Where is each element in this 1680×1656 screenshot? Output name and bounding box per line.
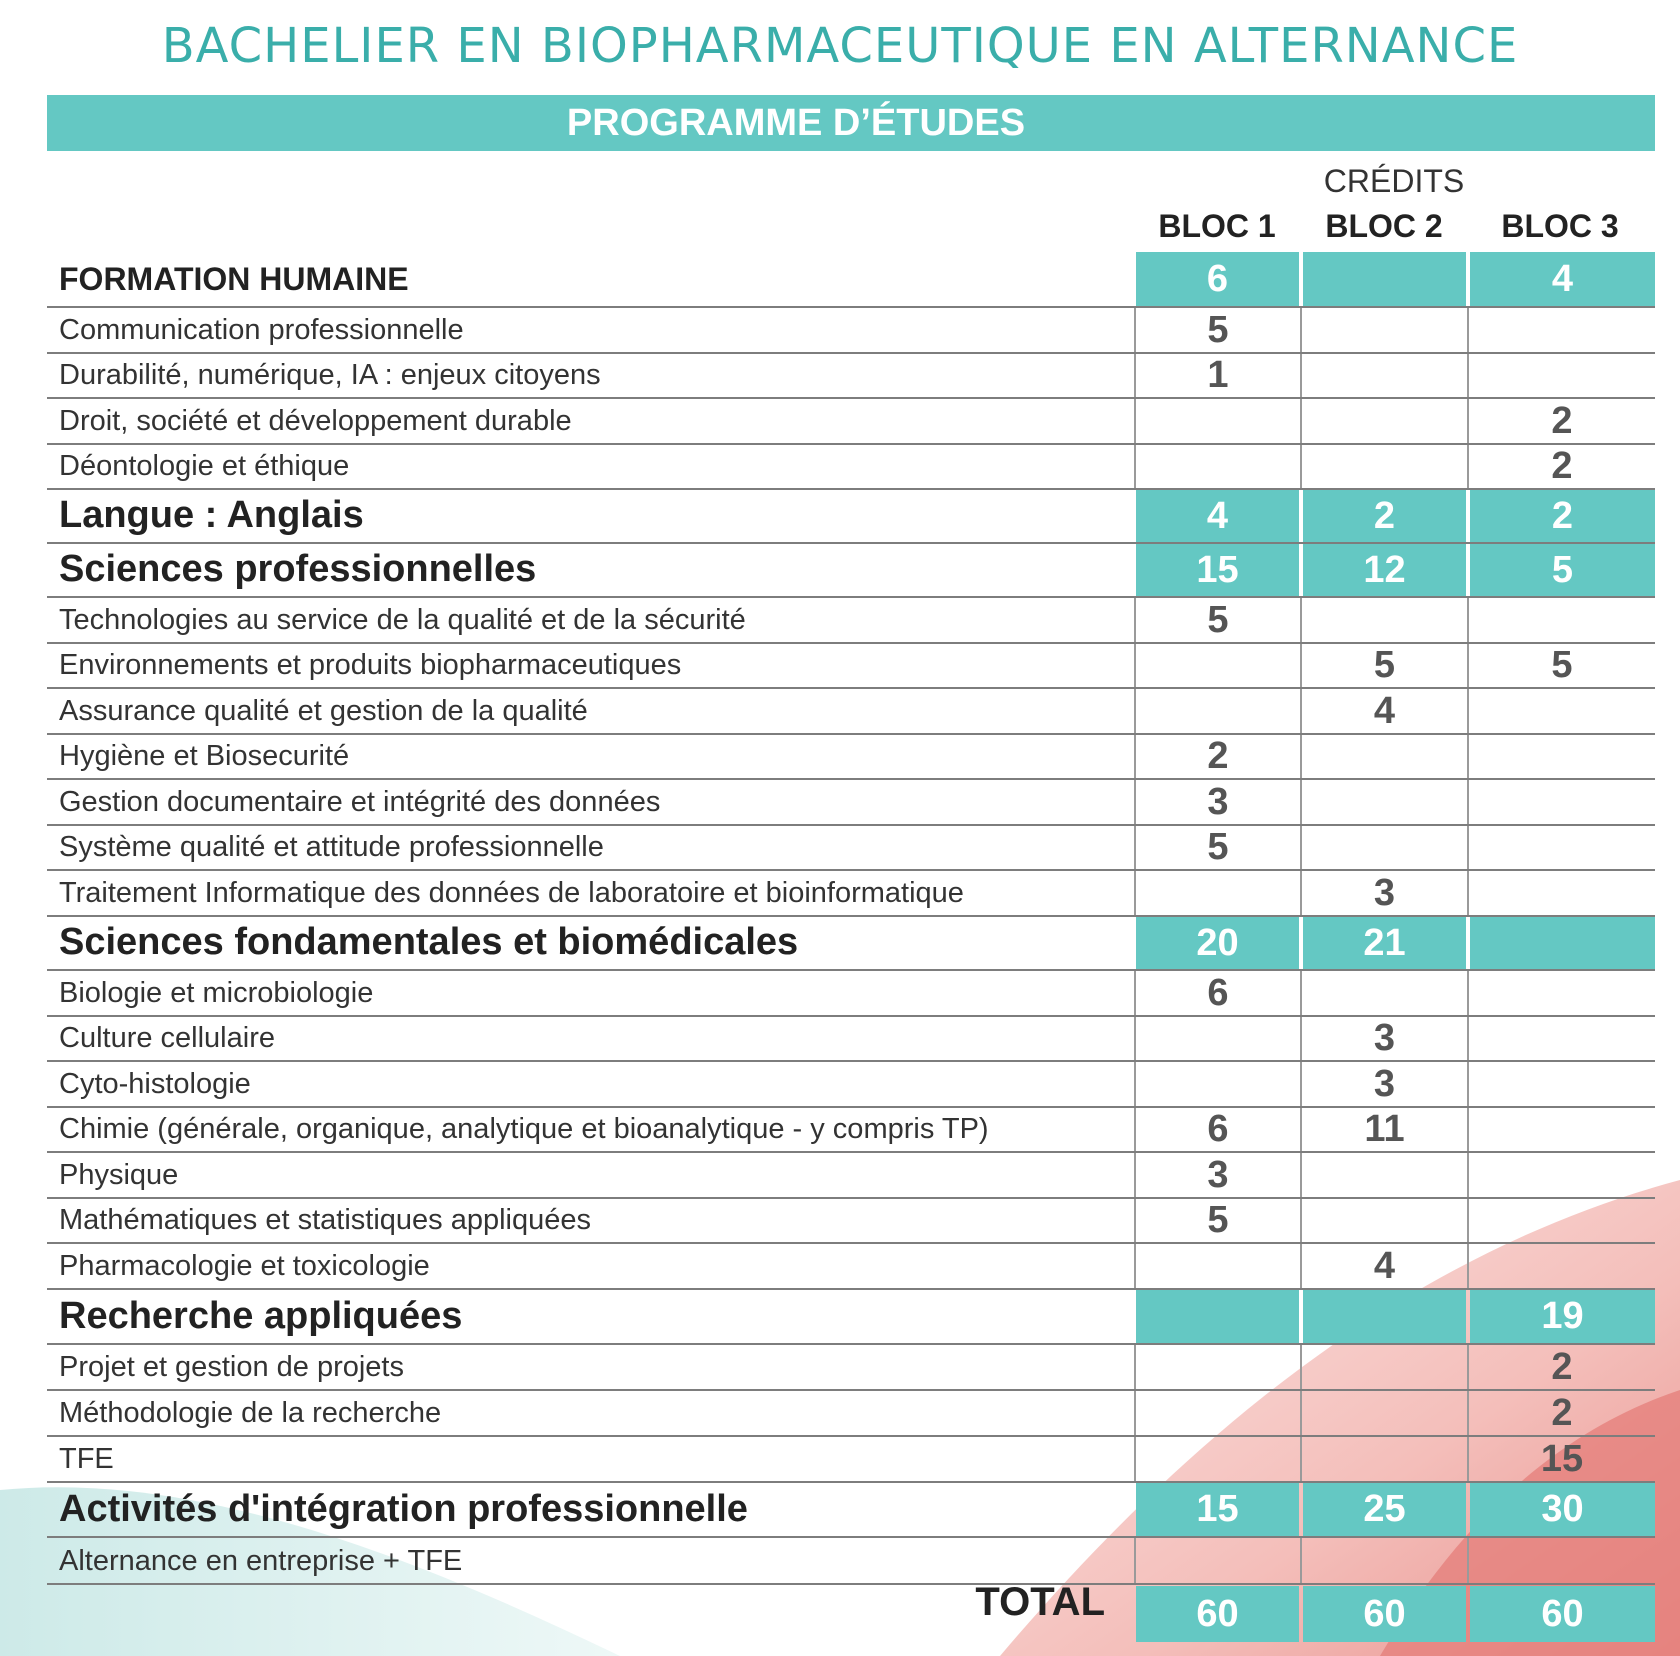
credit-bloc-3 xyxy=(1467,1199,1655,1242)
credit-bloc-3: 15 xyxy=(1467,1437,1655,1481)
total-bloc-3: 60 xyxy=(1470,1586,1655,1642)
credit-bloc-2 xyxy=(1300,971,1467,1015)
credit-bloc-2 xyxy=(1300,1345,1467,1389)
credit-bloc-1 xyxy=(1134,1244,1300,1288)
credit-bloc-3: 2 xyxy=(1467,1391,1655,1435)
course-label: Hygiène et Biosecurité xyxy=(59,740,350,772)
credit-bloc-1: 3 xyxy=(1134,1153,1300,1197)
course-row xyxy=(47,1017,1655,1062)
credit-bloc-2 xyxy=(1300,1391,1467,1435)
course-row xyxy=(47,826,1655,871)
credit-bloc-3: 5 xyxy=(1470,544,1655,596)
credit-bloc-2 xyxy=(1300,735,1467,778)
credit-bloc-2: 4 xyxy=(1300,689,1467,733)
section-row xyxy=(47,252,1655,308)
credit-bloc-3 xyxy=(1467,1538,1655,1583)
course-row xyxy=(47,308,1655,354)
course-row xyxy=(47,598,1655,644)
credit-bloc-1 xyxy=(1134,399,1300,443)
credit-bloc-1 xyxy=(1134,1062,1300,1106)
course-label: Gestion documentaire et intégrité des données xyxy=(59,786,661,818)
course-label: Traitement Informatique des données de laboratoire et bioinformatique xyxy=(59,877,964,909)
credit-bloc-3 xyxy=(1467,971,1655,1015)
course-row xyxy=(47,1345,1655,1391)
course-row xyxy=(47,871,1655,917)
credit-bloc-3: 30 xyxy=(1470,1483,1655,1536)
section-label: Sciences fondamentales et biomédicales xyxy=(59,921,799,963)
credit-bloc-3: 2 xyxy=(1467,399,1655,443)
course-label: Physique xyxy=(59,1159,179,1191)
course-row xyxy=(47,689,1655,735)
credit-bloc-1: 5 xyxy=(1134,308,1300,352)
bloc-1-header: BLOC 1 xyxy=(1158,208,1276,244)
course-label: Assurance qualité et gestion de la qualité xyxy=(59,695,588,727)
course-label: Système qualité et attitude professionnelle xyxy=(59,831,604,863)
section-label: Sciences professionnelles xyxy=(59,548,537,590)
credit-bloc-1: 6 xyxy=(1134,971,1300,1015)
course-label: Chimie (générale, organique, analytique et bioanalytique - y compris TP) xyxy=(59,1113,989,1145)
course-row xyxy=(47,971,1655,1017)
credit-bloc-2: 3 xyxy=(1300,1062,1467,1106)
credit-bloc-1: 5 xyxy=(1134,1199,1300,1242)
course-row xyxy=(47,644,1655,689)
course-label: Déontologie et éthique xyxy=(59,450,350,482)
credit-bloc-2: 2 xyxy=(1303,490,1466,542)
credit-bloc-2 xyxy=(1303,252,1466,306)
course-label: Mathématiques et statistiques appliquées xyxy=(59,1204,591,1236)
course-label: Alternance en entreprise + TFE xyxy=(59,1545,463,1577)
credit-bloc-2 xyxy=(1300,445,1467,488)
credit-bloc-1: 6 xyxy=(1136,252,1299,306)
course-label: Cyto-histologie xyxy=(59,1068,251,1100)
bloc-2-header: BLOC 2 xyxy=(1325,208,1443,244)
credit-bloc-3: 19 xyxy=(1470,1290,1655,1343)
credit-bloc-3 xyxy=(1467,1153,1655,1197)
course-label: Environnements et produits biopharmaceutiques xyxy=(59,649,682,681)
section-label: Activités d'intégration professionnelle xyxy=(59,1488,748,1530)
course-label: Culture cellulaire xyxy=(59,1022,275,1054)
credit-bloc-2 xyxy=(1300,1153,1467,1197)
credit-bloc-3: 5 xyxy=(1467,644,1655,687)
page-title: BACHELIER EN BIOPHARMACEUTIQUE EN ALTERNANCE xyxy=(161,18,1519,74)
credit-bloc-3 xyxy=(1467,1108,1655,1151)
course-row xyxy=(47,1538,1655,1585)
credits-header: CRÉDITS xyxy=(1323,163,1465,199)
section-label: FORMATION HUMAINE xyxy=(59,261,409,297)
credit-bloc-3: 2 xyxy=(1467,1345,1655,1389)
credit-bloc-2 xyxy=(1300,1199,1467,1242)
course-label: Projet et gestion de projets xyxy=(59,1351,404,1383)
credit-bloc-1: 4 xyxy=(1136,490,1299,542)
course-label: Durabilité, numérique, IA : enjeux citoyens xyxy=(59,359,601,391)
course-label: Méthodologie de la recherche xyxy=(59,1397,442,1429)
course-label: Technologies au service de la qualité et de la sécurité xyxy=(59,604,746,636)
course-label: TFE xyxy=(59,1443,114,1475)
total-bloc-2: 60 xyxy=(1303,1586,1466,1642)
credit-bloc-2: 12 xyxy=(1303,544,1466,596)
course-row xyxy=(47,399,1655,445)
course-row xyxy=(47,445,1655,490)
credit-bloc-1: 1 xyxy=(1134,354,1300,397)
credit-bloc-3 xyxy=(1467,354,1655,397)
course-row xyxy=(47,735,1655,780)
credit-bloc-3 xyxy=(1467,598,1655,642)
credit-bloc-1 xyxy=(1134,1437,1300,1481)
credit-bloc-1: 15 xyxy=(1136,1483,1299,1536)
section-label: Langue : Anglais xyxy=(59,494,364,536)
credit-bloc-3 xyxy=(1467,308,1655,352)
course-label: Biologie et microbiologie xyxy=(59,977,374,1009)
credit-bloc-2 xyxy=(1300,354,1467,397)
credit-bloc-2 xyxy=(1303,1290,1466,1343)
section-row xyxy=(47,1290,1655,1345)
credit-bloc-1 xyxy=(1134,644,1300,687)
credit-bloc-2: 3 xyxy=(1300,1017,1467,1060)
course-label: Communication professionnelle xyxy=(59,314,464,346)
credit-bloc-1 xyxy=(1134,1017,1300,1060)
section-row xyxy=(47,917,1655,971)
credit-bloc-1 xyxy=(1134,1345,1300,1389)
credit-bloc-2 xyxy=(1300,1538,1467,1583)
credit-bloc-3 xyxy=(1470,917,1655,969)
course-row xyxy=(47,1391,1655,1437)
credit-bloc-1 xyxy=(1136,1290,1299,1343)
credit-bloc-1 xyxy=(1134,689,1300,733)
credit-bloc-3 xyxy=(1467,1062,1655,1106)
credit-bloc-3 xyxy=(1467,780,1655,824)
credit-bloc-3 xyxy=(1467,689,1655,733)
credit-bloc-1: 2 xyxy=(1134,735,1300,778)
credit-bloc-2 xyxy=(1300,826,1467,869)
credit-bloc-3 xyxy=(1467,1017,1655,1060)
credit-bloc-1: 5 xyxy=(1134,598,1300,642)
course-row xyxy=(47,780,1655,826)
credit-bloc-1: 20 xyxy=(1136,917,1299,969)
credit-bloc-2 xyxy=(1300,399,1467,443)
credit-bloc-3 xyxy=(1467,735,1655,778)
credit-bloc-3 xyxy=(1467,1244,1655,1288)
course-row xyxy=(47,1108,1655,1153)
credit-bloc-2: 3 xyxy=(1300,871,1467,915)
credit-bloc-3 xyxy=(1467,871,1655,915)
credit-bloc-1 xyxy=(1134,871,1300,915)
section-row xyxy=(47,1483,1655,1538)
credit-bloc-3: 4 xyxy=(1470,252,1655,306)
credit-bloc-2 xyxy=(1300,308,1467,352)
course-label: Droit, société et développement durable xyxy=(59,405,572,437)
program-banner-title: PROGRAMME D’ÉTUDES xyxy=(566,102,1026,144)
course-row xyxy=(47,1199,1655,1244)
course-row xyxy=(47,1437,1655,1483)
credit-bloc-1 xyxy=(1134,1538,1300,1583)
credit-bloc-2 xyxy=(1300,1437,1467,1481)
credit-bloc-1: 5 xyxy=(1134,826,1300,869)
credit-bloc-2: 21 xyxy=(1303,917,1466,969)
credit-bloc-1 xyxy=(1134,1391,1300,1435)
credit-bloc-1: 3 xyxy=(1134,780,1300,824)
bloc-3-header: BLOC 3 xyxy=(1501,208,1619,244)
section-row xyxy=(47,544,1655,598)
credit-bloc-1: 15 xyxy=(1136,544,1299,596)
credit-bloc-3: 2 xyxy=(1467,445,1655,488)
total-label: TOTAL xyxy=(975,1580,1105,1624)
credit-bloc-2 xyxy=(1300,598,1467,642)
credit-bloc-2: 5 xyxy=(1300,644,1467,687)
section-label: Recherche appliquées xyxy=(59,1295,463,1337)
credit-bloc-2: 25 xyxy=(1303,1483,1466,1536)
credit-bloc-2 xyxy=(1300,780,1467,824)
total-bloc-1: 60 xyxy=(1136,1586,1299,1642)
course-row xyxy=(47,1153,1655,1199)
credit-bloc-3 xyxy=(1467,826,1655,869)
credit-bloc-2: 11 xyxy=(1300,1108,1467,1151)
course-row xyxy=(47,1244,1655,1290)
section-row xyxy=(47,490,1655,544)
credit-bloc-2: 4 xyxy=(1300,1244,1467,1288)
credit-bloc-1: 6 xyxy=(1134,1108,1300,1151)
course-row xyxy=(47,1062,1655,1108)
course-label: Pharmacologie et toxicologie xyxy=(59,1250,430,1282)
course-row xyxy=(47,354,1655,399)
credit-bloc-3: 2 xyxy=(1470,490,1655,542)
credit-bloc-1 xyxy=(1134,445,1300,488)
